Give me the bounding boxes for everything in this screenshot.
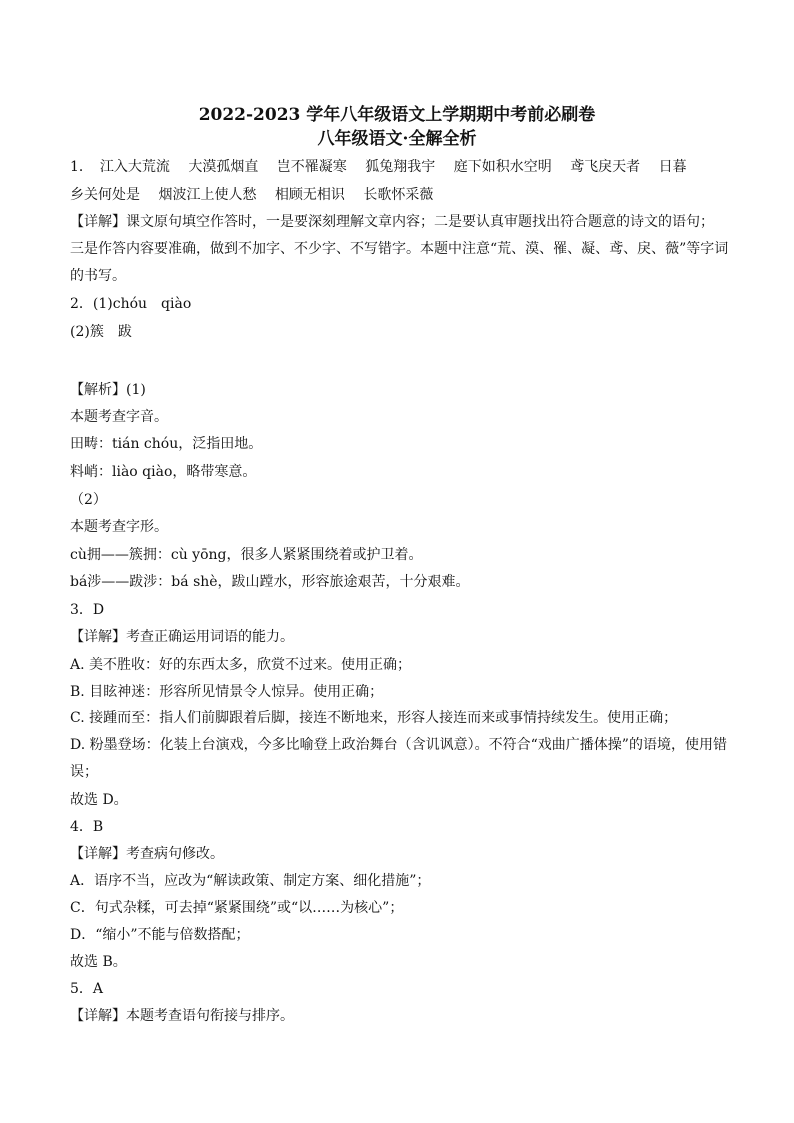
text-line: 误； (70, 764, 98, 780)
text-line: 【详解】考查正确运用词语的能力。 (70, 629, 294, 645)
text-line: 田畴：tián chóu，泛指田地。 (70, 436, 263, 452)
page-subtitle: 八年级语文·全解全析 (317, 129, 477, 149)
text-line: 5．A (70, 981, 104, 997)
text-line: bá涉——跋涉：bá shè，跋山蹚水，形容旅途艰苦，十分艰难。 (70, 574, 470, 590)
text-line: 故选 D。 (70, 792, 128, 808)
text-line: 2．(1)chóu qiào (70, 296, 192, 312)
text-line: B. 目眩神迷：形容所见情景令人惊异。使用正确； (70, 684, 384, 700)
text-line: 4．B (70, 819, 104, 835)
text-line: （2） (70, 492, 107, 508)
text-line: 的书写。 (70, 268, 126, 284)
text-line: 本题考查字音。 (70, 409, 168, 425)
text-line: 料峭：liào qiào，略带寒意。 (70, 464, 257, 480)
text-line: C. 接踵而至：指人们前脚跟着后脚，接连不断地来，形容人接连而来或事情持续发生。使用正确； (70, 710, 678, 726)
text-line: C．句式杂糅，可去掉“紧紧围绕”或“以……为核心”； (70, 900, 404, 916)
text-line: 3．D (70, 602, 105, 618)
text-line: (2)簇 跋 (70, 324, 132, 340)
text-line: 1． 江入大荒流 大漠孤烟直 岂不罹凝寒 狐兔翔我宇 庭下如积水空明 鸢飞戾天者 日暮 (70, 159, 687, 175)
text-line: 【详解】考查病句修改。 (70, 846, 224, 862)
text-line: 【详解】本题考查语句衔接与排序。 (70, 1008, 294, 1024)
text-line: 【详解】课文原句填空作答时，一是要深刻理解文章内容；二是要认真审题找出符合题意的诗文的语句； (70, 214, 714, 230)
text-line: 本题考查字形。 (70, 519, 168, 535)
text-line: cù拥——簇拥：cù yōng，很多人紧紧围绕着或护卫着。 (70, 547, 423, 563)
text-line: 【解析】(1) (70, 382, 146, 398)
text-line: A．语序不当，应改为“解读政策、制定方案、细化措施”； (70, 873, 431, 889)
text-line: 故选 B。 (70, 954, 127, 970)
text-line: A. 美不胜收：好的东西太多，欣赏不过来。使用正确； (70, 657, 412, 673)
text-line: 乡关何处是 烟波江上使人愁 相顾无相识 长歌怀采薇 (70, 187, 434, 203)
text-line: D．“缩小”不能与倍数搭配； (70, 927, 250, 943)
page-title: 2022-2023 学年八年级语文上学期期中考前必刷卷 (198, 105, 596, 125)
text-line: D. 粉墨登场：化装上台演戏，今多比喻登上政治舞台（含讥讽意）。不符合“戏曲广播体操”的语境，使用错 (70, 737, 727, 753)
text-line: 三是作答内容要准确，做到不加字、不少字、不写错字。本题中注意“荒、漠、罹、凝、鸢、戾、薇”等字词 (70, 241, 729, 257)
